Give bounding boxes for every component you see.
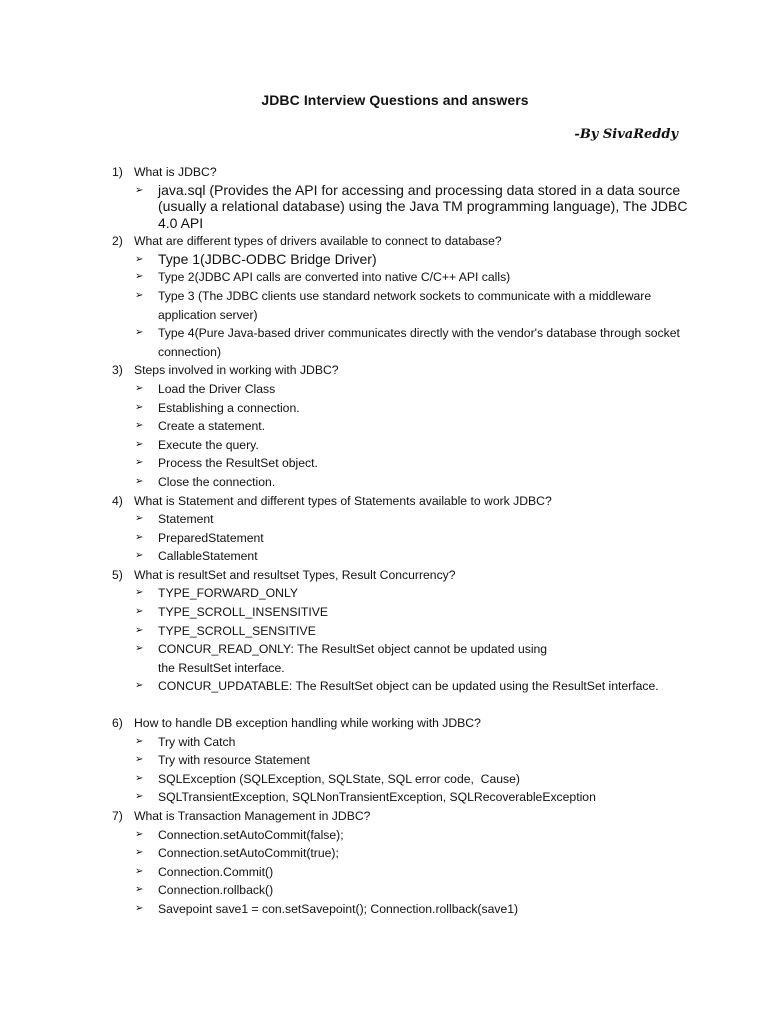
- answer-item: [135, 417, 692, 436]
- answer-text: Try with Catch: [158, 734, 236, 749]
- answer-text: Execute the query.: [158, 437, 259, 452]
- document-author: -By SivaReddy: [574, 127, 678, 142]
- question-list: [112, 163, 692, 919]
- arrow-bullet-icon: ➢: [135, 438, 144, 450]
- question-heading: [112, 163, 692, 182]
- answer-item: [135, 900, 692, 919]
- question-heading: [112, 807, 692, 826]
- answer-text: CallableStatement: [158, 549, 258, 564]
- answer-item: [135, 287, 692, 324]
- answer-item: [135, 399, 692, 418]
- arrow-bullet-icon: ➢: [135, 513, 144, 525]
- question-item: [112, 361, 692, 491]
- answer-item: [135, 677, 692, 696]
- arrow-bullet-icon: ➢: [135, 587, 144, 599]
- answer-list: [112, 733, 692, 807]
- question-item: [112, 566, 692, 696]
- question-number: 1): [112, 165, 123, 179]
- answer-text: Load the Driver Class: [158, 381, 276, 396]
- arrow-bullet-icon: ➢: [135, 865, 144, 877]
- answer-item: [135, 182, 692, 232]
- answer-item: [135, 547, 692, 566]
- question-text: What is JDBC?: [134, 165, 217, 179]
- answer-item: [135, 380, 692, 399]
- arrow-bullet-icon: ➢: [135, 884, 144, 896]
- answer-text: Type 3 (The JDBC clients use standard network sockets to communicate with a middleware application server): [158, 288, 652, 322]
- answer-text: TYPE_SCROLL_SENSITIVE: [158, 623, 316, 638]
- answer-item: [135, 770, 692, 789]
- arrow-bullet-icon: ➢: [135, 550, 144, 562]
- question-item: [112, 163, 692, 232]
- arrow-bullet-icon: ➢: [135, 624, 144, 636]
- answer-item: [135, 510, 692, 529]
- arrow-bullet-icon: ➢: [135, 735, 144, 747]
- arrow-bullet-icon: ➢: [135, 184, 144, 196]
- arrow-bullet-icon: ➢: [135, 606, 144, 618]
- question-heading: [112, 714, 692, 733]
- question-text: What are different types of drivers available to connect to database?: [134, 233, 502, 248]
- question-heading: [112, 492, 692, 511]
- arrow-bullet-icon: ➢: [135, 420, 144, 432]
- arrow-bullet-icon: ➢: [135, 271, 144, 283]
- answer-text: CONCUR_READ_ONLY: The ResultSet object cannot be updated using the ResultSet interface.: [158, 642, 548, 675]
- question-heading: [112, 361, 692, 380]
- question-number: 3): [112, 363, 123, 378]
- arrow-bullet-icon: ➢: [135, 828, 144, 840]
- question-item: [112, 492, 692, 566]
- answer-item: [135, 733, 692, 752]
- answer-text: Try with resource Statement: [158, 753, 310, 768]
- answer-text: SQLException (SQLException, SQLState, SQL error code, Cause): [158, 771, 520, 786]
- answer-item: [135, 473, 692, 492]
- answer-text: Connection.Commit(): [158, 864, 274, 879]
- answer-text: CONCUR_UPDATABLE: The ResultSet object can be updated using the ResultSet interface.: [158, 679, 659, 694]
- question-number: 7): [112, 809, 123, 823]
- answer-text: Type 4(Pure Java-based driver communicates directly with the vendor's database through socket connection): [158, 326, 680, 359]
- question-text: Steps involved in working with JDBC?: [134, 363, 339, 378]
- answer-item: [135, 529, 692, 548]
- arrow-bullet-icon: ➢: [135, 791, 144, 803]
- answer-text: Process the ResultSet object.: [158, 456, 318, 471]
- answer-item: [135, 603, 692, 622]
- answer-text: Connection.setAutoCommit(false);: [158, 827, 344, 842]
- question-text: How to handle DB exception handling while working with JDBC?: [134, 716, 481, 731]
- answer-text: TYPE_SCROLL_INSENSITIVE: [158, 605, 329, 620]
- answer-item: [135, 436, 692, 455]
- answer-text: SQLTransientException, SQLNonTransientException, SQLRecoverableException: [158, 790, 596, 805]
- question-item: [112, 714, 692, 807]
- answer-text: java.sql (Provides the API for accessing and processing data stored in a data source (usually a relational database) using the Java TM programming language), The JDBC 4.0 API: [158, 181, 688, 232]
- arrow-bullet-icon: ➢: [135, 253, 144, 265]
- question-item: [112, 232, 692, 361]
- answer-item: [135, 863, 692, 882]
- arrow-bullet-icon: ➢: [135, 680, 144, 692]
- arrow-bullet-icon: ➢: [135, 531, 144, 543]
- answer-list: [112, 510, 692, 566]
- answer-text: PreparedStatement: [158, 530, 264, 545]
- arrow-bullet-icon: ➢: [135, 382, 144, 394]
- question-text: What is resultSet and resultset Types, Result Concurrency?: [134, 567, 456, 582]
- answer-text: Savepoint save1 = con.setSavepoint(); Connection.rollback(save1): [158, 901, 519, 916]
- answer-item: [135, 826, 692, 845]
- answer-text: Create a statement.: [158, 419, 266, 434]
- question-item: [112, 807, 692, 919]
- answer-item: [135, 584, 692, 603]
- answer-list: [112, 584, 692, 696]
- answer-item: [135, 640, 692, 677]
- document-title: JDBC Interview Questions and answers: [261, 92, 529, 108]
- answer-text: Connection.setAutoCommit(true);: [158, 846, 339, 861]
- answer-text: Type 1(JDBC-ODBC Bridge Driver): [158, 250, 377, 267]
- answer-text: Close the connection.: [158, 474, 276, 489]
- answer-item: [135, 622, 692, 641]
- arrow-bullet-icon: ➢: [135, 457, 144, 469]
- question-number: 5): [112, 567, 123, 582]
- answer-item: [135, 251, 692, 269]
- answer-text: Connection.rollback(): [158, 883, 274, 898]
- question-heading: [112, 232, 692, 251]
- answer-list: [112, 826, 692, 919]
- answer-text: Type 2(JDBC API calls are converted into native C/C++ API calls): [158, 270, 511, 285]
- question-text: What is Transaction Management in JDBC?: [134, 809, 371, 823]
- question-number: 6): [112, 716, 123, 731]
- arrow-bullet-icon: ➢: [135, 289, 144, 301]
- answer-text: Statement: [158, 512, 214, 527]
- answer-item: [135, 751, 692, 770]
- question-number: 2): [112, 233, 123, 248]
- answer-item: [135, 844, 692, 863]
- answer-item: [135, 454, 692, 473]
- arrow-bullet-icon: ➢: [135, 643, 144, 655]
- answer-list: [112, 182, 692, 232]
- arrow-bullet-icon: ➢: [135, 475, 144, 487]
- arrow-bullet-icon: ➢: [135, 401, 144, 413]
- answer-text: Establishing a connection.: [158, 400, 300, 415]
- arrow-bullet-icon: ➢: [135, 327, 144, 339]
- arrow-bullet-icon: ➢: [135, 902, 144, 914]
- arrow-bullet-icon: ➢: [135, 754, 144, 766]
- answer-list: [112, 380, 692, 492]
- answer-item: [135, 268, 692, 287]
- question-text: What is Statement and different types of Statements available to work JDBC?: [134, 493, 552, 508]
- question-heading: [112, 566, 692, 585]
- answer-item: [135, 324, 692, 361]
- answer-text: TYPE_FORWARD_ONLY: [158, 586, 298, 601]
- answer-item: [135, 881, 692, 900]
- arrow-bullet-icon: ➢: [135, 847, 144, 859]
- arrow-bullet-icon: ➢: [135, 772, 144, 784]
- answer-item: [135, 788, 692, 807]
- answer-list: [112, 251, 692, 362]
- question-number: 4): [112, 493, 123, 508]
